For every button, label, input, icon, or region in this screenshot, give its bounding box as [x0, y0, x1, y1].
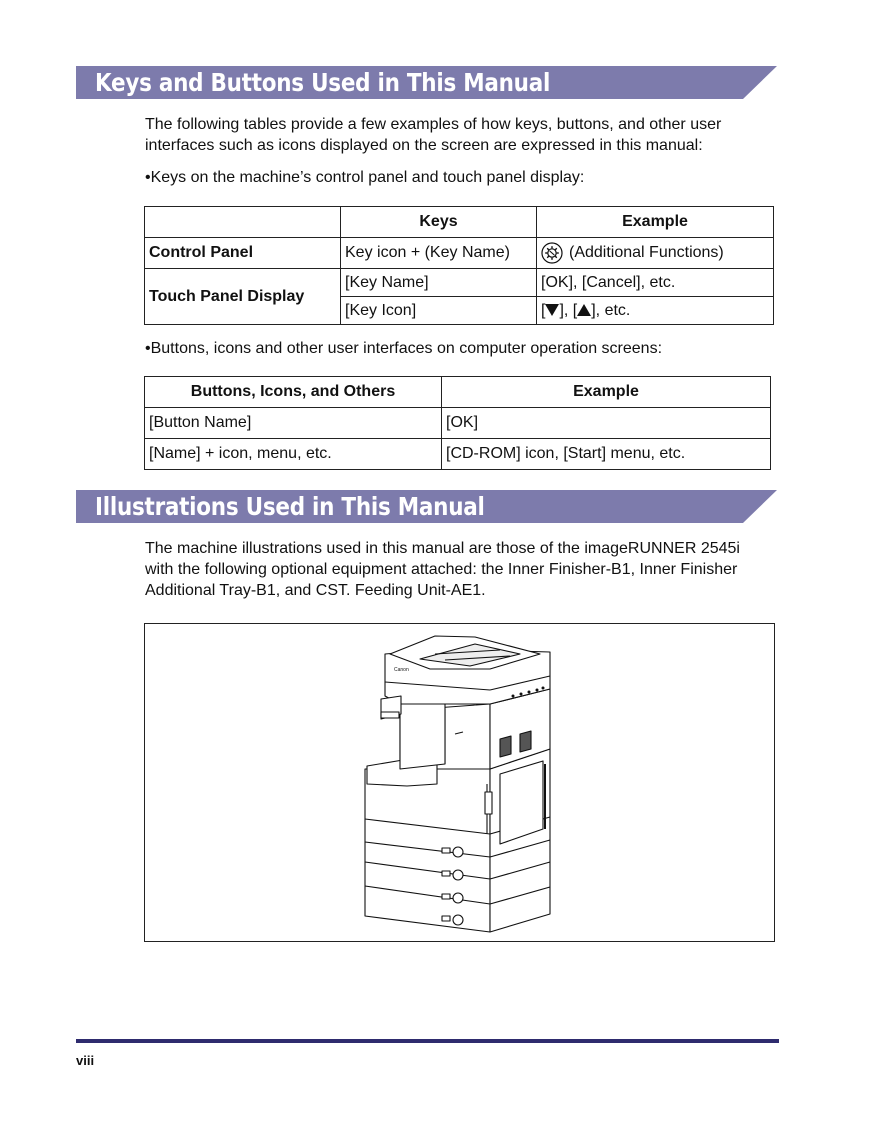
footer-rule: [76, 1039, 779, 1043]
table-row: [145, 408, 771, 439]
table-row: [145, 439, 771, 470]
down-arrow-icon: [545, 304, 559, 316]
bullet-buttons: •Buttons, icons and other user interfaces on computer operation screens:: [145, 340, 663, 357]
buttons-row-item: [Name] + icon, menu, etc.: [145, 439, 442, 470]
row-label-touch-panel: Touch Panel Display: [145, 269, 341, 325]
bullet-keys-text: Keys on the machine’s control panel and touch panel display:: [150, 169, 585, 186]
touch-key-icon-example: [537, 297, 774, 325]
buttons-table-header-items: Buttons, Icons, and Others: [145, 377, 442, 408]
machine-brand-label: Canon: [394, 667, 409, 673]
additional-functions-icon: [541, 242, 563, 264]
row-label-control-panel: Control Panel: [145, 238, 341, 269]
section-title-illustrations: Illustrations Used in This Manual: [95, 492, 485, 521]
control-panel-key: Key icon + (Key Name): [341, 238, 537, 269]
keys-table-corner: [145, 207, 341, 238]
touch-key-name: [Key Name]: [341, 269, 537, 297]
page-number: viii: [76, 1053, 95, 1068]
machine-illustration-frame: [144, 623, 775, 942]
bracket-mid: ], [: [559, 301, 578, 319]
intro-paragraph-illustrations: The machine illustrations used in this manual are those of the imageRUNNER 2545i with the following optional equipment attached: the Inner Finisher-B1, Inner Finisher Additional Tray-B1, and CST. Feeding Unit-AE1.: [145, 540, 740, 599]
up-arrow-icon: [577, 304, 591, 316]
touch-key-name-example: [OK], [Cancel], etc.: [537, 269, 774, 297]
keys-table-header-keys: Keys: [341, 207, 537, 238]
buttons-row-example: [CD-ROM] icon, [Start] menu, etc.: [442, 439, 771, 470]
buttons-table: [144, 376, 771, 470]
touch-key-icon: [Key Icon]: [341, 297, 537, 325]
buttons-row-example: [OK]: [442, 408, 771, 439]
bracket-end: ], etc.: [591, 301, 631, 319]
bullet-keys: •Keys on the machine’s control panel and touch panel display:: [145, 169, 585, 186]
buttons-row-item: [Button Name]: [145, 408, 442, 439]
intro-paragraph-keys: The following tables provide a few examples of how keys, buttons, and other user interfaces such as icons displayed on the screen are expressed in this manual:: [145, 116, 722, 154]
buttons-table-header-example: Example: [442, 377, 771, 408]
copier-machine-illustration: [145, 624, 774, 941]
bracket-open: [: [541, 301, 546, 319]
section-title-keys-buttons: Keys and Buttons Used in This Manual: [95, 68, 551, 97]
bullet-buttons-text: Buttons, icons and other user interfaces on computer operation screens:: [150, 340, 663, 357]
keys-table-header-example: Example: [537, 207, 774, 238]
additional-functions-label: (Additional Functions): [569, 244, 724, 262]
keys-table: [144, 206, 774, 325]
control-panel-example: [537, 238, 774, 269]
